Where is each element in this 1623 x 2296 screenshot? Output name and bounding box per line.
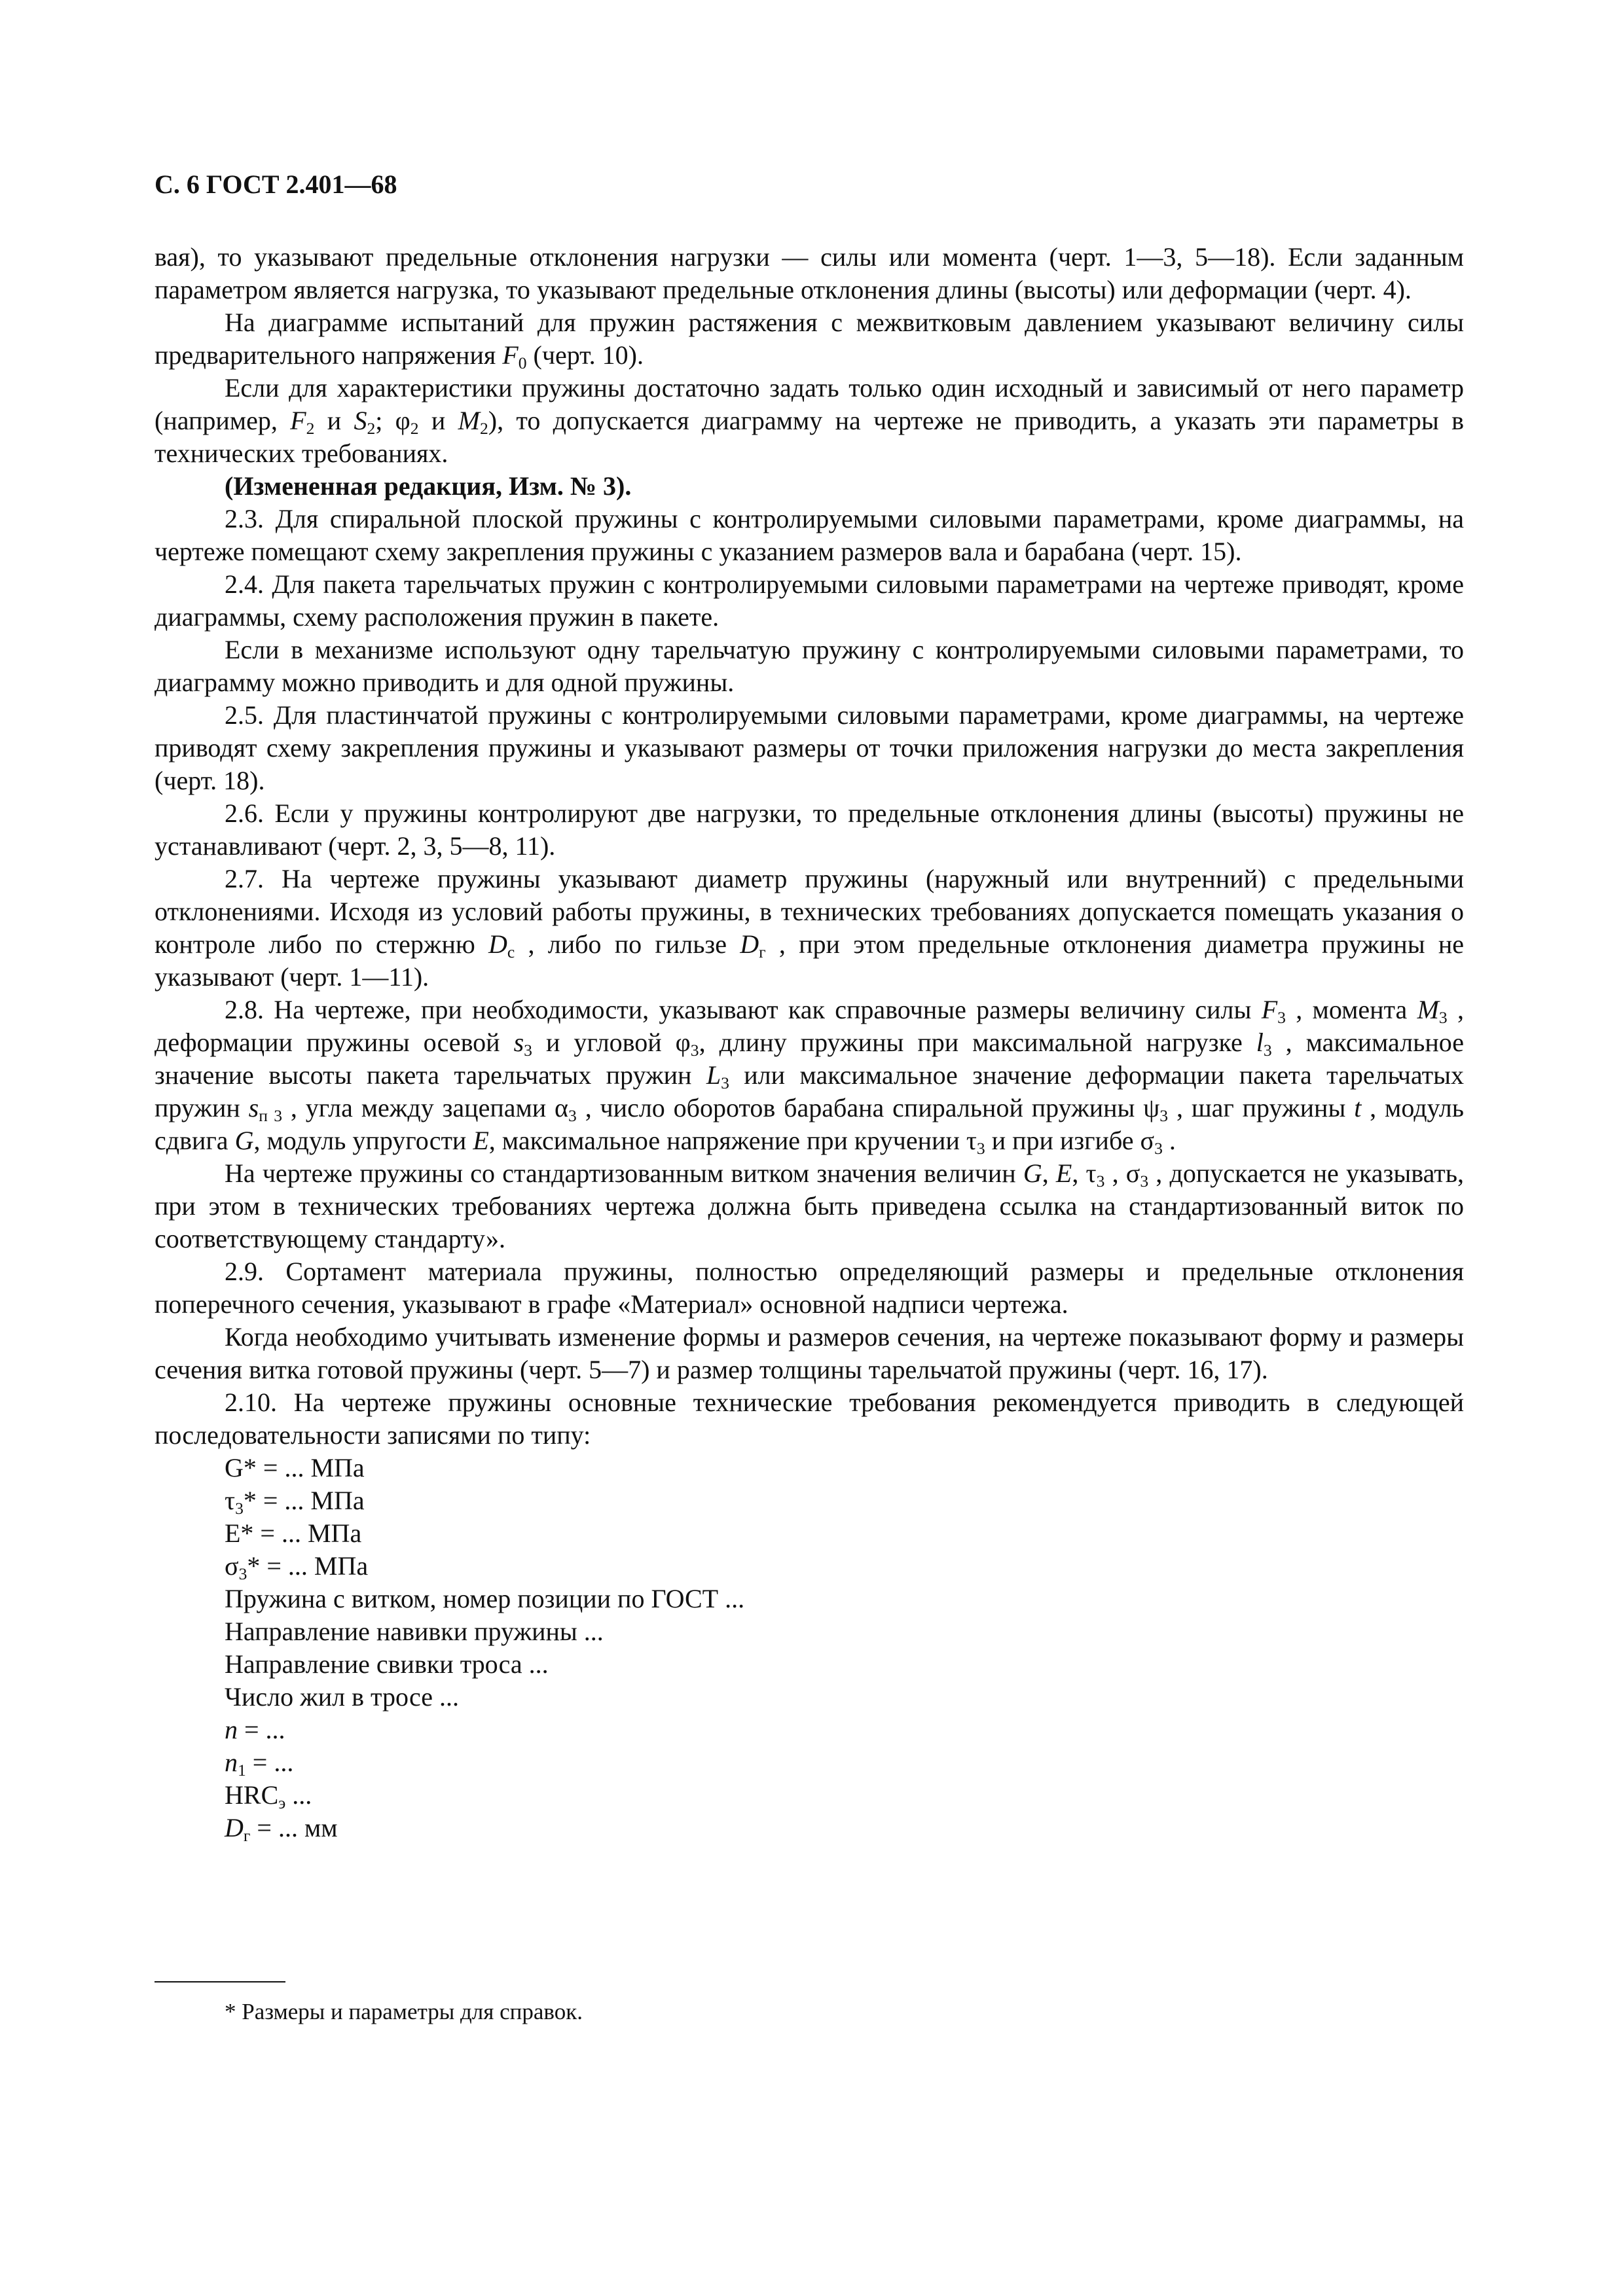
- paragraph: (Измененная редакция, Изм. № 3).: [225, 471, 632, 501]
- requirement-line: $n_1$ = ...: [225, 1748, 294, 1780]
- paragraph: Когда необходимо учитывать изменение формы и размеров сечения, на чертеже показывают форму и размеры сечения витка готовой пружины (черт. 5—7) и размер толщины тарельчатой пружины (черт. 16, 17).: [155, 1322, 1464, 1384]
- body-text: [155, 241, 1464, 1844]
- requirement-line: $D_г$ = ... мм: [225, 1813, 338, 1846]
- paragraph: 2.7. На чертеже пружины указывают диаметр пружины (наружный или внутренний) с предельными отклонениями. Исходя из условий работы пружины, в технических требованиях допускается помещать указания о контроле либо по стержню $D_с$ , либо по гильзе $D_г$ , при этом предельные отклонения диаметра пружины не указывают (черт. 1—11).: [155, 864, 1464, 992]
- footnote: * Размеры и параметры для справок.: [225, 1999, 583, 2024]
- paragraph: На диаграмме испытаний для пружин растяжения с межвитковым давлением указывают величину силы предварительного напряжения $F_0$ (черт. 10).: [155, 308, 1464, 373]
- requirement-line: n = ...: [225, 1715, 285, 1744]
- paragraph: 2.4. Для пакета тарельчатых пружин с контролируемыми силовыми параметрами на чертеже приводят, кроме диаграммы, схему расположения пружин в пакете.: [155, 569, 1464, 632]
- paragraph: 2.8. На чертеже, при необходимости, указывают как справочные размеры величину силы $F_3$ , момента $M_3$ , деформации пружины осевой $s_3$ и угловой $\varphi_3$, длину пружины при максимальной нагрузке $l_3$ , максимальное значение высоты пакета тарельчатых пружин $L_3$ или максимальное значение деформации пакета тарельчатых пружин $s_{п 3}$ , угла между зацепами $\alpha_3$ , число оборотов барабана спиральной пружины $\psi_3$ , шаг пружины t , модуль сдвига G, модуль упругости E, максимальное напряжение при кручении $\tau_3$ и при изгибе $\sigma_3$ .: [155, 995, 1465, 1158]
- footnote-rule: [155, 1981, 285, 1982]
- paragraph: 2.6. Если у пружины контролируют две нагрузки, то предельные отклонения длины (высоты) пружины не устанавливают (черт. 2, 3, 5—8, 11).: [155, 798, 1464, 861]
- paragraph: 2.5. Для пластинчатой пружины с контролируемыми силовыми параметрами, кроме диаграммы, на чертеже приводят схему закрепления пружины и указывают размеры от точки приложения нагрузки до места закрепления (черт. 18).: [155, 700, 1464, 795]
- paragraph: 2.9. Сортамент материала пружины, полностью определяющий размеры и предельные отклонения поперечного сечения, указывают в графе «Материал» основной надписи чертежа.: [155, 1257, 1464, 1319]
- requirement-line: Число жил в тросе ...: [225, 1682, 459, 1712]
- paragraph: 2.3. Для спиральной плоской пружины с контролируемыми силовыми параметрами, кроме диаграммы, на чертеже помещают схему закрепления пружины с указанием размеров вала и барабана (черт. 15).: [155, 504, 1464, 566]
- requirement-line: Направление свивки троса ...: [225, 1649, 549, 1679]
- requirement-line: E* = ... МПа: [225, 1518, 362, 1548]
- requirement-line: $HRC_э$ ...: [225, 1780, 312, 1813]
- requirement-line: Направление навивки пружины ...: [225, 1617, 604, 1646]
- paragraph: На чертеже пружины со стандартизованным витком значения величин G, E, $\tau_3$ , $\sigma_3$ , допускается не указывать, при этом в технических требованиях чертежа должна быть приведена ссылка на стандартизованный виток по соответствующему стандарту».: [155, 1158, 1465, 1253]
- paragraph: Если для характеристики пружины достаточно задать только один исходный и зависимый от него параметр (например, $F_2$ и $S_2$; $\varphi_2$ и $M_2$), то допускается диаграмму на чертеже не приводить, а указать эти параметры в технических требованиях.: [155, 373, 1465, 468]
- paragraphs: [155, 241, 1464, 1452]
- paragraph: вая), то указывают предельные отклонения нагрузки — силы или момента (черт. 1—3, 5—18). Если заданным параметром является нагрузка, то указывают предельные отклонения длины (высоты) или деформации (черт. 4).: [155, 242, 1464, 304]
- requirement-line: G* = ... МПа: [225, 1453, 365, 1482]
- requirement-line: Пружина с витком, номер позиции по ГОСТ ...: [225, 1584, 745, 1613]
- paragraph: Если в механизме используют одну тарельчатую пружину с контролируемыми силовыми параметрами, то диаграмму можно приводить и для одной пружины.: [155, 635, 1464, 697]
- paragraph: 2.10. На чертеже пружины основные технические требования рекомендуется приводить в следующей последовательности записями по типу:: [155, 1388, 1464, 1450]
- requirements-list: [225, 1452, 1464, 1844]
- page-header: С. 6 ГОСТ 2.401—68: [155, 170, 397, 199]
- requirement-line: $\sigma_3*$ = ... МПа: [225, 1551, 369, 1584]
- requirement-line: $\tau_3*$ = ... МПа: [225, 1486, 365, 1518]
